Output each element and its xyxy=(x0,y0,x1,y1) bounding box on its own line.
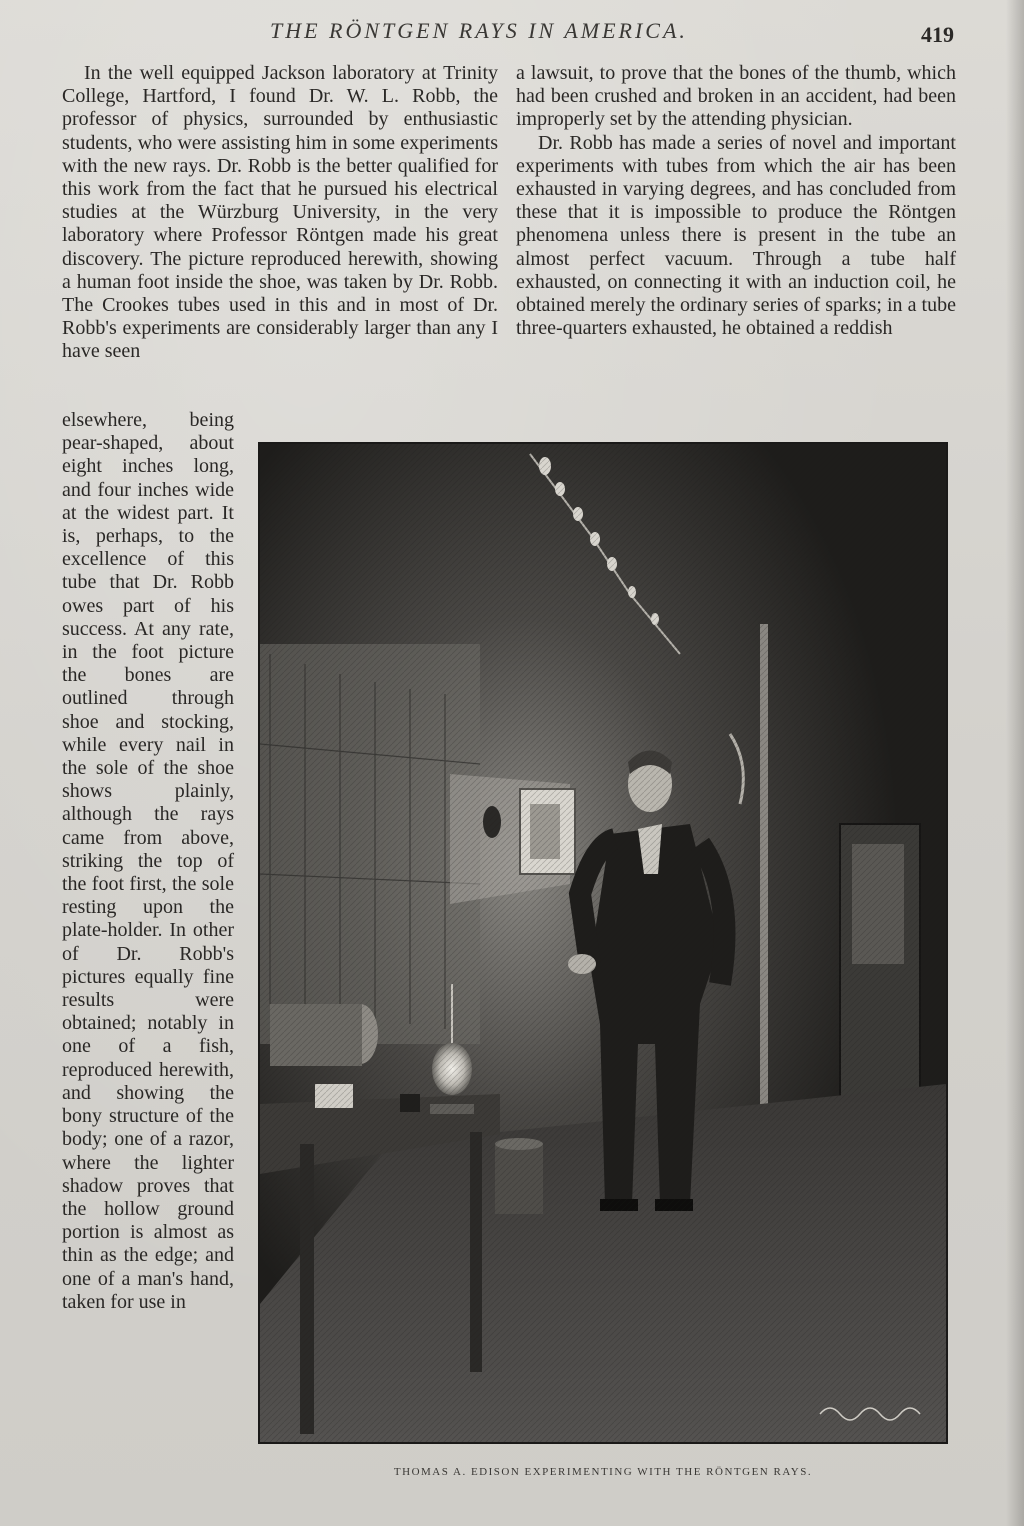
edison-illustration xyxy=(258,442,948,1444)
right-column-top xyxy=(516,62,956,340)
paragraph-pear-shaped-tube: elsewhere, being pear-shaped, about eight inches long, and four inches wide at the widest part. It is, perhaps, to the excellence of this tube that Dr. Robb owes part of his success. At any rate, in the foot picture the bones are outlined through shoe and stocking, while every nail in the sole of the shoe shows plainly, although the rays came from above, striking the top of the foot first, the sole resting upon the plate-holder. In other of Dr. Robb's pictures equally fine results were obtained; notably in one of a fish, reproduced herewith, and showing the bony structure of the body; one of a razor, where the lighter shadow proves that the hollow ground portion is almost as thin as the edge; and one of a man's hand, taken for use in xyxy=(62,409,234,1313)
left-column-top xyxy=(62,62,498,364)
page-number: 419 xyxy=(921,22,954,47)
running-head xyxy=(0,18,1024,48)
illustration-caption: THOMAS A. EDISON EXPERIMENTING WITH THE RÖNTGEN RAYS. xyxy=(393,1466,813,1478)
laboratory-engraving xyxy=(260,444,946,1442)
left-column-narrow xyxy=(62,409,234,1314)
scan-shadow xyxy=(1006,0,1024,1526)
paragraph-vacuum-experiments: Dr. Robb has made a series of novel and important experiments with tubes from which the air has been exhausted in varying degrees, and has concluded from these that it is impossible to produce the Röntgen phenomena unless there is present in the tube an almost perfect vacuum. Through a tube half exhausted, on connecting it with an induction coil, he obtained merely the ordinary series of sparks; in a tube three-quarters exhausted, he obtained a reddish xyxy=(516,131,956,340)
running-title: THE RÖNTGEN RAYS IN AMERICA. xyxy=(270,18,688,43)
paragraph-lawsuit: a lawsuit, to prove that the bones of the thumb, which had been crushed and broken in an accident, had been improperly set by the attending physician. xyxy=(516,62,956,131)
paragraph-jackson-laboratory: In the well equipped Jackson laboratory at Trinity College, Hartford, I found Dr. W. L. Robb, the professor of physics, surrounded by enthusiastic students, who were assisting him in some experiments with the new rays. Dr. Robb is the better qualified for this work from the fact that he pursued his electrical studies at the Würzburg University, in the very laboratory where Professor Röntgen made his great discovery. The picture reproduced herewith, showing a human foot inside the shoe, was taken by Dr. Robb. The Crookes tubes used in this and in most of Dr. Robb's experiments are considerably larger than any I have seen xyxy=(62,62,498,363)
